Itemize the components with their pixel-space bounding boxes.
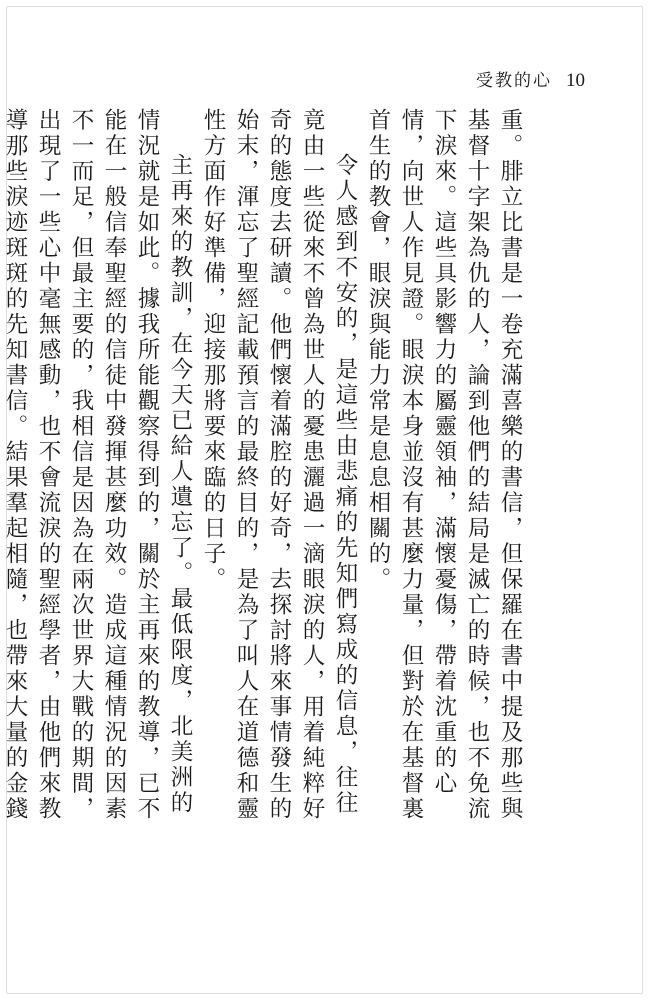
running-title: 受教的心 bbox=[476, 71, 552, 91]
page-number: 10 bbox=[566, 70, 585, 91]
paragraph-1: 重。腓立比書是一卷充滿喜樂的書信，但保羅在書中提及那些與基督十字架為仇的人，論到他們的結局是滅亡的時候，也不免流下淚來。這些具影響力的屬靈領袖，滿懷憂傷，帶着沈重的心情，向世人作見證。眼淚本身並沒有甚麼力量，但對於在基督裏首生的教會，眼淚與能力常是息息相關的。 bbox=[365, 108, 523, 822]
vertical-text-body bbox=[2, 108, 526, 828]
running-header bbox=[476, 66, 585, 92]
paragraph-2: 令人感到不安的，是這些由悲痛的先知們寫成的信息，往往竟由一些從來不曾為世人的憂患灑過一滴眼淚的人，用着純粹好奇的態度去研讀。他們懷着滿腔的好奇，去探討將來事情發生的始末，渾忘了聖經記載預言的最終目的，是為了叫人在道德和靈性方面作好準備，迎接那將要來臨的日子。 bbox=[200, 108, 358, 822]
paragraph-3: 主再來的教訓，在今天已給人遺忘了。最低限度，北美洲的情況就是如此。據我所能觀察得到的，關於主再來的教導，已不能在一般信奉聖經的信徒中發揮甚麼功效。造成這種情況的因素不一而足，但最主要的，我相信是因為在兩次世界大戰的期間，出現了一些心中毫無感動，也不會流淚的聖經學者，由他們來教導那些淚迹斑斑的先知書信。結果羣起相隨，也帶來大量的金錢 bbox=[2, 108, 193, 822]
